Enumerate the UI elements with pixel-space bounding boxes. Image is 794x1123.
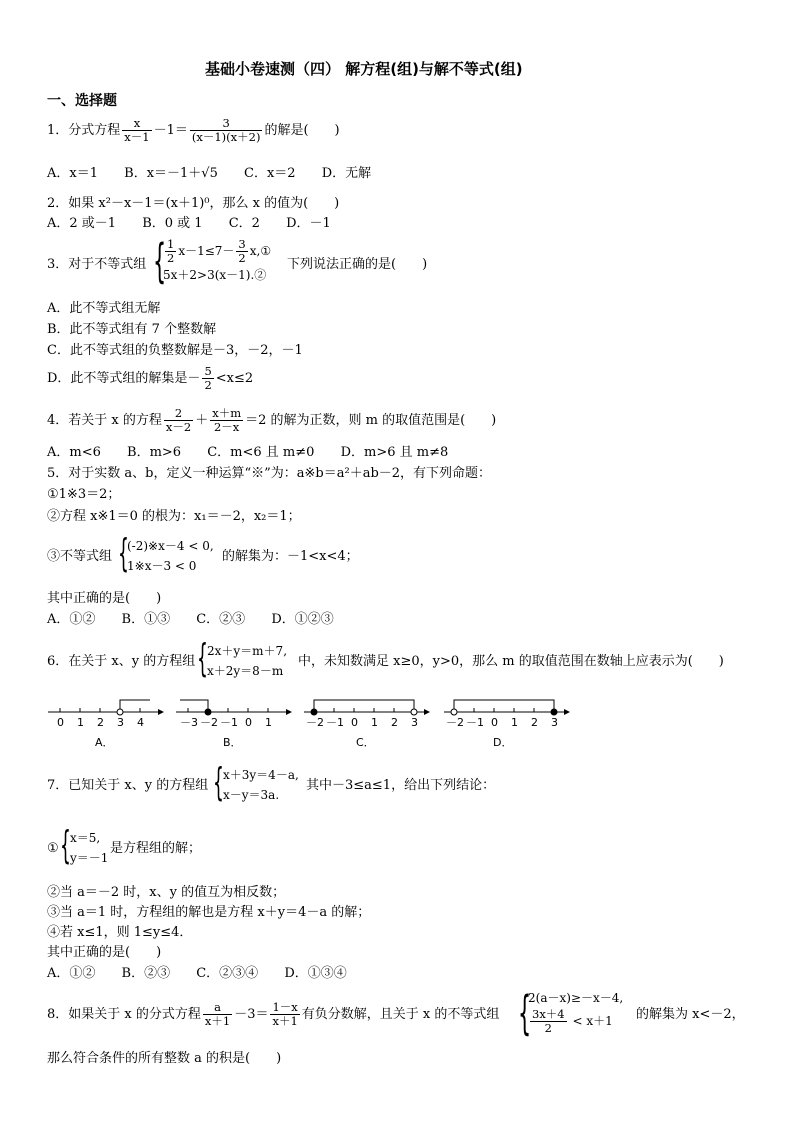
- q4-option-d[interactable]: D．m>6 且 m≠8: [340, 445, 449, 460]
- tick-label: 1: [265, 716, 272, 729]
- number-line-d[interactable]: [444, 700, 570, 729]
- q5-proposition-2: ②方程 x※1＝0 的根为：x₁＝－2，x₂＝1；: [47, 509, 301, 524]
- q3-option-d[interactable]: D．此不等式组的解集是－ $\frac{5}{2}$ <x≤2: [47, 364, 254, 392]
- q5-brace: {: [118, 531, 129, 575]
- q4-option-c[interactable]: C．m<6 且 m≠0: [207, 445, 315, 460]
- q1-suffix: 的解是( ): [264, 123, 340, 138]
- tick-label: 4: [137, 716, 144, 729]
- q7-system: x＋3y＝4－a, x－y＝3a.: [223, 768, 299, 802]
- q4-option-b[interactable]: B．m>6: [127, 445, 182, 460]
- q5-option-b[interactable]: B．①③: [121, 612, 171, 627]
- q5-proposition-1: ①1※3＝2；: [47, 487, 121, 502]
- number-line-b-label: B．: [223, 736, 242, 749]
- q2-option-d[interactable]: D．－1: [286, 216, 331, 231]
- q4-option-a[interactable]: A．m<6: [47, 445, 101, 460]
- q7-option-d[interactable]: D．①③④: [284, 966, 347, 981]
- tick-label: 0: [351, 716, 358, 729]
- number-line-d-label: D．: [493, 736, 513, 749]
- q7-conclusion-1-prefix: ①: [47, 841, 59, 856]
- q7-suffix: 其中－3≤a≤1，给出下列结论：: [306, 778, 496, 793]
- q8-brace: {: [518, 986, 532, 1040]
- q7-conclusion-4: ④若 x≤1，则 1≤y≤4．: [47, 925, 193, 940]
- q5-proposition-3-suffix: 的解集为：－1<x<4；: [222, 549, 359, 564]
- question-2-stem: 2．如果 x²－x－1＝(x＋1)⁰，那么 x 的值为( ): [47, 196, 340, 211]
- number-line-c-label: C．: [356, 736, 375, 749]
- number-line-a-label: A．: [95, 736, 114, 749]
- q1-option-c[interactable]: C．x＝2: [244, 166, 296, 181]
- number-line-c[interactable]: [304, 700, 430, 729]
- q7-option-a[interactable]: A．①②: [47, 966, 96, 981]
- tick-label: 3: [411, 716, 418, 729]
- question-4-options: [47, 444, 470, 462]
- q7-option-b[interactable]: B．②③: [121, 966, 171, 981]
- tick-label: －2: [446, 716, 464, 729]
- q7-brace: {: [213, 760, 224, 804]
- q6-system: 2x＋y＝m＋7, x＋2y＝8－m: [207, 644, 288, 678]
- tick-label: －1: [466, 716, 484, 729]
- q6-number-lines: [40, 692, 580, 752]
- tick-label: 1: [371, 716, 378, 729]
- question-5-options: [47, 611, 356, 629]
- question-2-options: [47, 215, 353, 233]
- q1-prefix: 1．分式方程: [47, 123, 121, 138]
- section-heading: 一、选择题: [47, 93, 117, 109]
- q5-option-c[interactable]: C．②③: [196, 612, 246, 627]
- q3-system: $\frac{1}{2}$ x－1≤7－ $\frac{3}{2}$ x,① 5x＋2>3(x－1).②: [163, 237, 272, 282]
- question-4-stem: 4．若关于 x 的方程 $\frac{2}{x-2}$ ＋ $\frac{x+m}{2-x}$ ＝2 的解为正数，则 m 的取值范围是( ): [47, 406, 497, 434]
- q2-option-a[interactable]: A．2 或－1: [47, 216, 117, 231]
- q3-suffix: 下列说法正确的是( ): [287, 257, 428, 272]
- tick-label: 0: [57, 716, 64, 729]
- q5-system: (-2)※x－4 < 0, 1※x－3 < 0: [127, 539, 214, 573]
- q2-option-b[interactable]: B．0 或 1: [142, 216, 203, 231]
- tick-label: －2: [306, 716, 324, 729]
- tick-label: 1: [77, 716, 84, 729]
- tick-label: －2: [200, 716, 218, 729]
- question-1-stem: [47, 116, 340, 146]
- q7-prefix: 7．已知关于 x、y 的方程组: [47, 778, 209, 793]
- q6-brace: {: [197, 636, 208, 680]
- q6-suffix: 中，未知数满足 x≥0，y>0，那么 m 的取值范围在数轴上应表示为( ): [298, 654, 724, 669]
- q1-fraction-2: $\frac{3}{(x-1)(x+2)}$: [191, 116, 261, 144]
- tick-label: －1: [220, 716, 238, 729]
- q1-fraction-1: $\frac{x}{x-1}$: [124, 116, 150, 144]
- q3-brace: {: [153, 234, 167, 288]
- q3-option-b[interactable]: B．此不等式组有 7 个整数解: [47, 322, 217, 337]
- tick-label: －3: [180, 716, 198, 729]
- q3-option-a[interactable]: A．此不等式组无解: [47, 301, 161, 316]
- q3-option-c[interactable]: C．此不等式组的负整数解是－3，－2，－1: [47, 343, 303, 358]
- q8-line-2: 那么符合条件的所有整数 a 的积是( ): [47, 1051, 282, 1066]
- tick-label: 1: [511, 716, 518, 729]
- q7-ask: 其中正确的是( ): [47, 945, 162, 960]
- page-title: 基础小卷速测（四） 解方程(组)与解不等式(组): [205, 60, 523, 78]
- q1-option-a[interactable]: A．x＝1: [47, 166, 98, 181]
- question-5-stem: 5．对于实数 a、b，定义一种运算“※”为：a※b＝a²＋ab－2，有下列命题：: [47, 466, 492, 481]
- tick-label: 3: [117, 716, 124, 729]
- q7-conclusion-1-suffix: 是方程组的解；: [110, 841, 202, 856]
- question-8-stem: 8．如果关于 x 的分式方程 $\frac{a}{x+1}$ －3＝ $\frac{1-x}{x+1}$ 有负分数解，且关于 x 的不等式组: [47, 1000, 500, 1028]
- q5-option-a[interactable]: A．①②: [47, 612, 96, 627]
- tick-label: 0: [245, 716, 252, 729]
- number-line-b[interactable]: [176, 700, 292, 729]
- q3-prefix: 3．对于不等式组: [47, 257, 147, 272]
- question-7-options: [47, 965, 369, 983]
- q7-conclusion-2: ②当 a＝－2 时，x、y 的值互为相反数；: [47, 885, 286, 900]
- tick-label: 2: [97, 716, 104, 729]
- q7-option-c[interactable]: C．②③④: [196, 966, 259, 981]
- q2-option-c[interactable]: C．2: [228, 216, 260, 231]
- question-1-options: [47, 165, 393, 183]
- q5-option-d[interactable]: D．①②③: [271, 612, 334, 627]
- tick-label: 2: [531, 716, 538, 729]
- number-line-a[interactable]: [48, 700, 164, 729]
- q7-conclusion-3: ③当 a＝1 时，方程组的解也是方程 x＋y＝4－a 的解；: [47, 905, 371, 920]
- q8-system: 2(a－x)≥－x－4, $\frac{3x+4}{2}$ < x＋1: [528, 991, 624, 1035]
- q7-c1-system: x＝5, y＝－1: [70, 831, 109, 865]
- q1-option-b[interactable]: B．x＝－1＋√5: [124, 166, 218, 181]
- q5-ask: 其中正确的是( ): [47, 591, 162, 606]
- tick-label: 2: [391, 716, 398, 729]
- q7-c1-brace: {: [60, 823, 71, 867]
- q1-middle: －1＝: [153, 123, 188, 138]
- q5-proposition-3-prefix: ③不等式组: [47, 549, 113, 564]
- q8-suffix: 的解集为 x<－2，: [636, 1007, 745, 1022]
- tick-label: 0: [491, 716, 498, 729]
- q1-option-d[interactable]: D．无解: [321, 166, 372, 181]
- q6-prefix: 6．在关于 x、y 的方程组: [47, 654, 196, 669]
- tick-label: 3: [551, 716, 558, 729]
- tick-label: －1: [326, 716, 344, 729]
